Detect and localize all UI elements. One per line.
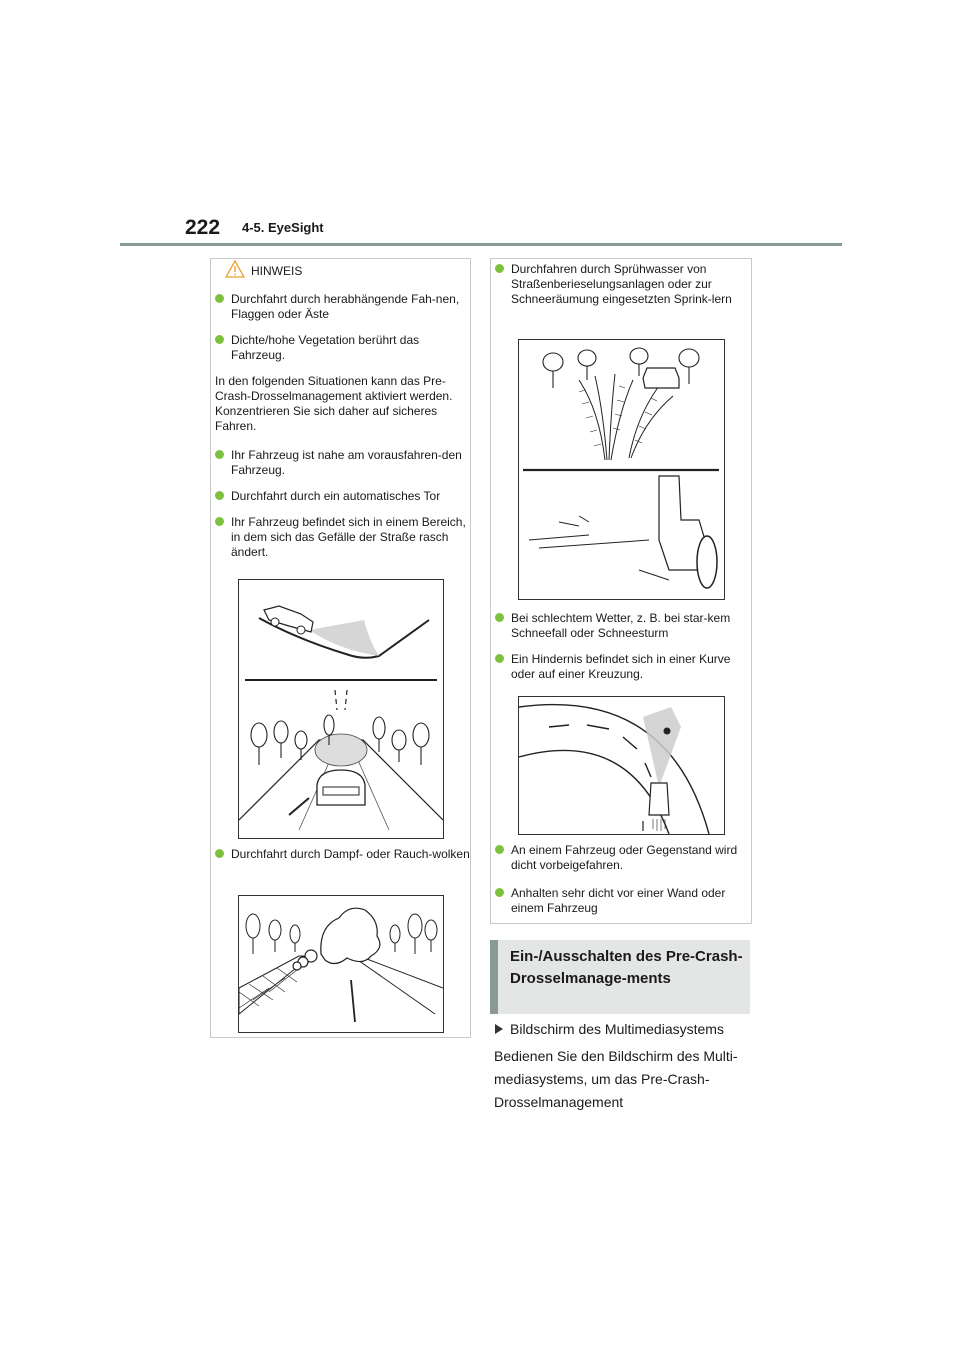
notice-box-right	[490, 258, 752, 924]
bullet-icon	[215, 335, 224, 344]
warning-icon	[225, 260, 245, 278]
bullet-icon	[215, 491, 224, 500]
list-item: Anhalten sehr dicht vor einer Wand oder einem Fahrzeug	[495, 886, 751, 916]
header-rule	[120, 243, 842, 246]
section-heading: Ein-/Ausschalten des Pre-Crash-Drosselmanage-ments	[510, 948, 743, 987]
bullet-icon	[495, 845, 504, 854]
body-paragraph: Bedienen Sie den Bildschirm des Multi-mediasystems, um das Pre-Crash-Drosselmanagement	[494, 1048, 738, 1110]
list-item: Durchfahren durch Sprühwasser von Straßenberieselungsanlagen oder zur Schneeräumung eingesetzten Sprink-lern	[495, 262, 751, 307]
figure-sprinkler	[518, 339, 725, 600]
bullet-icon	[495, 613, 504, 622]
notice-box-left	[210, 258, 471, 1038]
list-item: Bei schlechtem Wetter, z. B. bei star-kem Schneefall oder Schneesturm	[495, 611, 751, 641]
figure-slope-road	[238, 579, 444, 839]
list-item: An einem Fahrzeug oder Gegenstand wird dicht vorbeigefahren.	[495, 843, 751, 873]
notice-title: HINWEIS	[251, 264, 303, 278]
list-item: Durchfahrt durch Dampf- oder Rauch-wolken	[215, 847, 471, 862]
bullet-icon	[495, 654, 504, 663]
list-item: Dichte/hohe Vegetation berührt das Fahrzeug.	[215, 333, 471, 363]
list-item: Ihr Fahrzeug ist nahe am vorausfahren-den Fahrzeug.	[215, 448, 471, 478]
bullet-icon	[215, 517, 224, 526]
page-number: 222	[185, 216, 221, 239]
list-item: Durchfahrt durch ein automatisches Tor	[215, 489, 471, 504]
bullet-icon	[215, 450, 224, 459]
figure-steam-smoke	[238, 895, 444, 1033]
bullet-icon	[495, 888, 504, 897]
list-item: Ihr Fahrzeug befindet sich in einem Bereich, in dem sich das Gefälle der Straße rasch ändert.	[215, 515, 471, 560]
figure-curve	[518, 696, 725, 835]
list-item: Durchfahrt durch herabhängende Fah-nen, Flaggen oder Äste	[215, 292, 471, 322]
list-item: Ein Hindernis befindet sich in einer Kurve oder auf einer Kreuzung.	[495, 652, 751, 682]
bullet-icon	[215, 294, 224, 303]
bullet-icon	[495, 264, 504, 273]
bullet-icon	[215, 849, 224, 858]
arrow-right-icon	[495, 1024, 503, 1034]
sub-item: Bildschirm des Multimediasystems	[494, 1021, 724, 1037]
section-title: 4-5. EyeSight	[242, 220, 324, 235]
intro-paragraph: In den folgenden Situationen kann das Pre-Crash-Drosselmanagement aktiviert werden. Konzentrieren Sie sich daher auf sicheres Fahren.	[215, 374, 453, 433]
section-heading-box	[490, 940, 750, 1014]
